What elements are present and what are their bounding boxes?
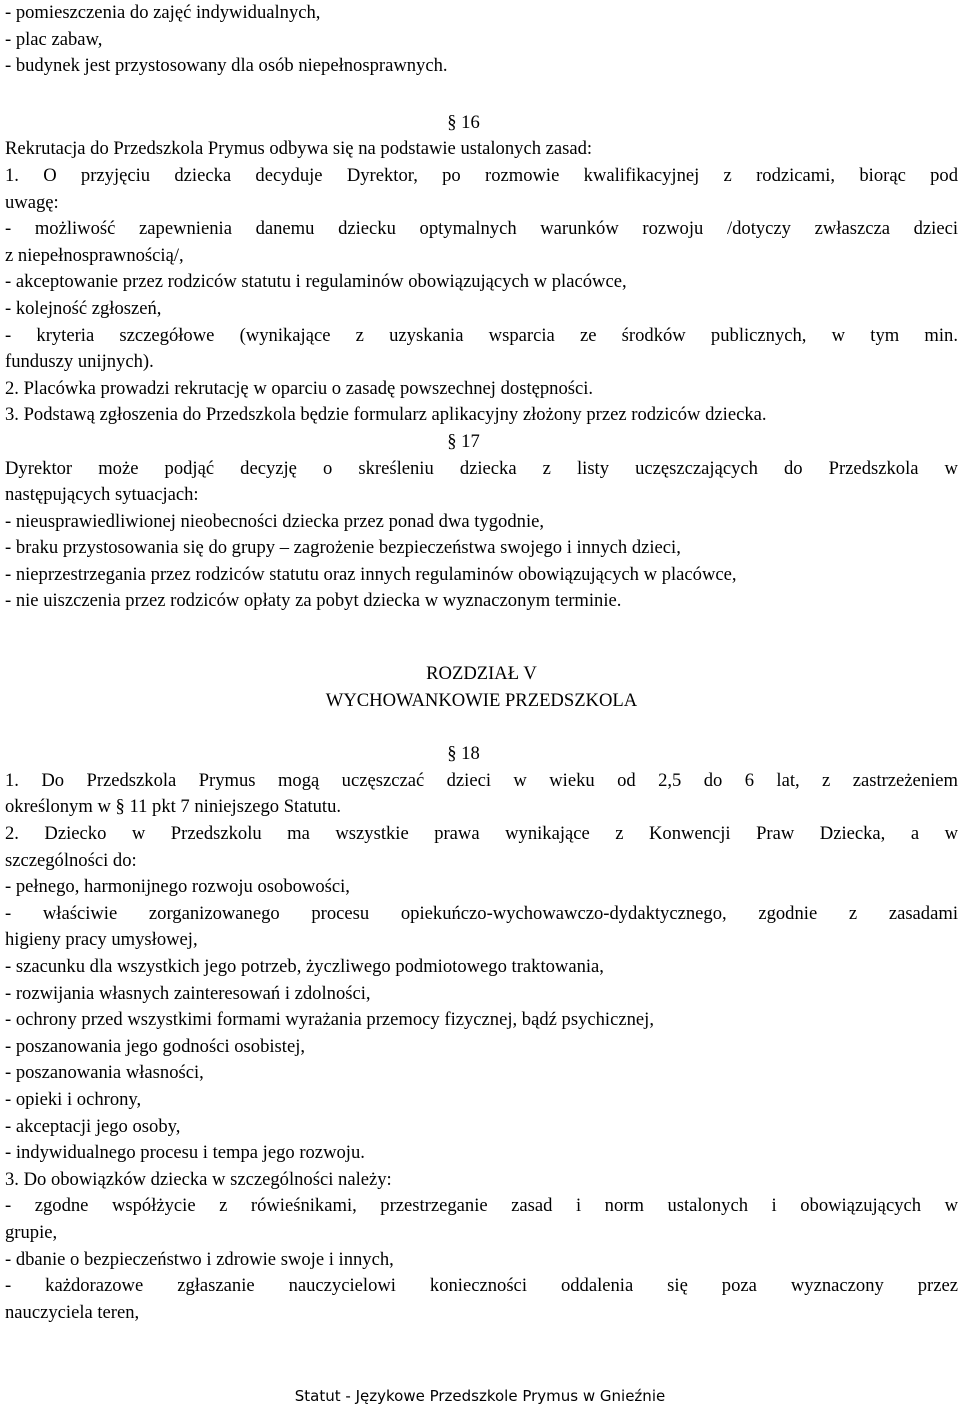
list-item: - akceptowanie przez rodziców statutu i regulaminów obowiązujących w placówce, [5, 271, 627, 293]
document-page [5, 0, 958, 1326]
list-item: - opieki i ochrony, [5, 1088, 142, 1110]
list-item: - poszanowania jego godności osobistej, [5, 1035, 306, 1057]
paragraph-line: Dyrektor może podjąć decyzję o skreśleniu dziecka z listy uczęszczających do Przedszkola w [5, 457, 958, 479]
section-heading-16: § 16 [447, 111, 480, 133]
list-item: - plac zabaw, [5, 28, 103, 50]
list-item: - rozwijania własnych zainteresowań i zdolności, [5, 982, 371, 1004]
list-item: - budynek jest przystosowany dla osób niepełnosprawnych. [5, 55, 448, 77]
list-item: - kolejność zgłoszeń, [5, 297, 162, 319]
paragraph-line: szczególności do: [5, 849, 137, 871]
list-item: nauczyciela teren, [5, 1301, 140, 1323]
paragraph-line: 2. Dziecko w Przedszkolu ma wszystkie prawa wynikające z Konwencji Praw Dziecka, a w [5, 823, 958, 845]
list-item: - możliwość zapewnienia danemu dziecku optymalnych warunków rozwoju /dotyczy zwłaszcza dzieci [5, 218, 958, 240]
chapter-number: ROZDZIAŁ V [426, 663, 537, 685]
list-item: - każdorazowe zgłaszanie nauczycielowi konieczności oddalenia się poza wyznaczony przez [5, 1275, 958, 1297]
list-item: - właściwie zorganizowanego procesu opiekuńczo-wychowawczo-dydaktycznego, zgodnie z zasadami [5, 902, 958, 924]
page-footer: Statut - Językowe Przedszkole Prymus w Gnieźnie [294, 1387, 666, 1405]
paragraph-line: 1. O przyjęciu dziecka decyduje Dyrektor, po rozmowie kwalifikacyjnej z rodzicami, biorąc pod [5, 164, 958, 186]
paragraph-line: 3. Podstawą zgłoszenia do Przedszkola będzie formularz aplikacyjny złożony przez rodziców dziecka. [5, 404, 767, 426]
list-item: - braku przystosowania się do grupy – zagrożenie bezpieczeństwa swojego i innych dzieci, [5, 537, 681, 559]
list-item: - poszanowania własności, [5, 1062, 204, 1084]
paragraph-line: 3. Do obowiązków dziecka w szczególności należy: [5, 1168, 392, 1190]
list-item: higieny pracy umysłowej, [5, 929, 198, 951]
paragraph-line: 2. Placówka prowadzi rekrutację w oparciu o zasadę powszechnej dostępności. [5, 377, 594, 399]
list-item: - nie uiszczenia przez rodziców opłaty za pobyt dziecka w wyznaczonym terminie. [5, 590, 622, 612]
section-heading-17: § 17 [447, 430, 480, 452]
list-item: - kryteria szczegółowe (wynikające z uzyskania wsparcia ze środków publicznych, w tym min. [5, 324, 958, 346]
list-item: - akceptacji jego osoby, [5, 1115, 181, 1137]
list-item: funduszy unijnych). [5, 351, 154, 373]
list-item: - nieusprawiedliwionej nieobecności dziecka przez ponad dwa tygodnie, [5, 510, 545, 532]
paragraph-line: określonym w § 11 pkt 7 niniejszego Statutu. [5, 796, 342, 818]
list-item: - ochrony przed wszystkimi formami wyrażania przemocy fizycznej, bądź psychicznej, [5, 1009, 654, 1031]
list-item: - nieprzestrzegania przez rodziców statutu oraz innych regulaminów obowiązujących w placówce, [5, 563, 737, 585]
spacer [5, 80, 958, 110]
spacer [5, 714, 958, 741]
list-item: - indywidualnego procesu i tempa jego rozwoju. [5, 1142, 365, 1164]
list-item: - pomieszczenia do zajęć indywidualnych, [5, 2, 321, 23]
list-item: - dbanie o bezpieczeństwo i zdrowie swoje i innych, [5, 1248, 394, 1270]
paragraph-line: uwagę: [5, 191, 59, 213]
list-item: - szacunku dla wszystkich jego potrzeb, życzliwego podmiotowego traktowania, [5, 956, 604, 977]
section-heading-18: § 18 [447, 743, 480, 765]
spacer [5, 615, 958, 661]
list-item: - zgodne współżycie z rówieśnikami, przestrzeganie zasad i norm ustalonych i obowiązujących w [5, 1195, 958, 1217]
paragraph-line: 1. Do Przedszkola Prymus mogą uczęszczać dzieci w wieku od 2,5 do 6 lat, z zastrzeżeniem [5, 769, 958, 791]
list-item: z niepełnosprawnością/, [5, 244, 184, 266]
section-intro: Rekrutacja do Przedszkola Prymus odbywa się na podstawie ustalonych zasad: [5, 138, 593, 160]
list-item: - pełnego, harmonijnego rozwoju osobowości, [5, 876, 350, 898]
list-item: grupie, [5, 1221, 58, 1243]
paragraph-line: następujących sytuacjach: [5, 484, 199, 506]
chapter-title: WYCHOWANKOWIE PRZEDSZKOLA [325, 689, 638, 711]
